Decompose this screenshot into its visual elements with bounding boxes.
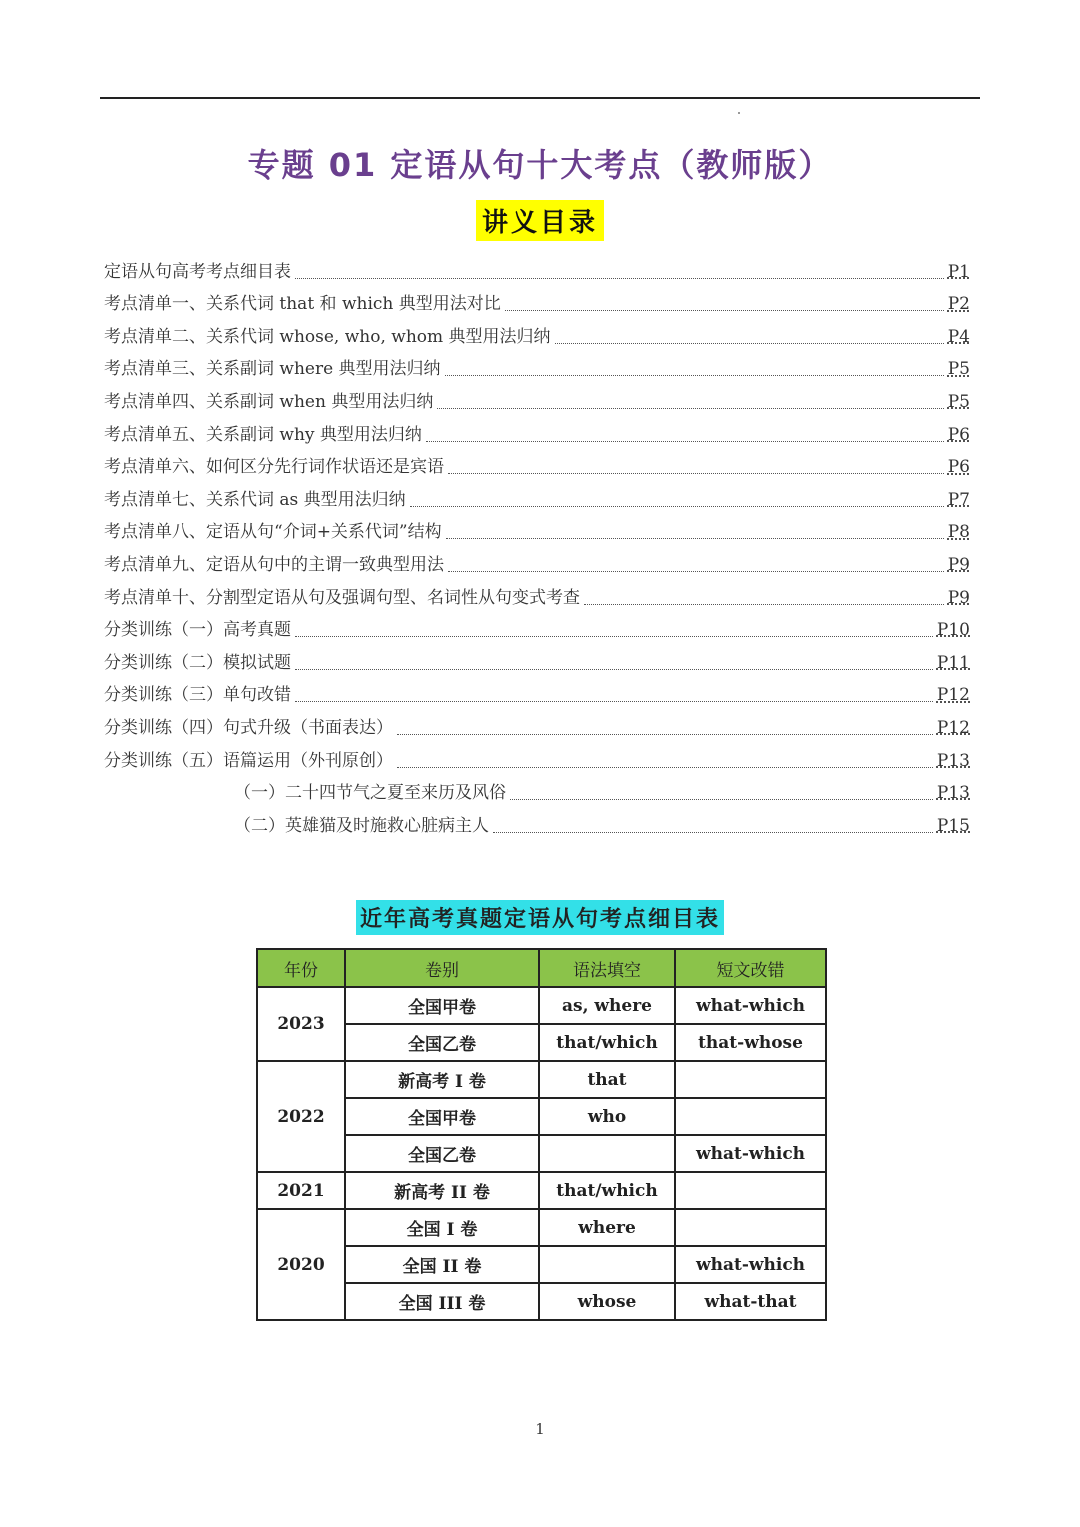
toc-entry[interactable]: 考点清单七、关系代词 as 典型用法归纳 P7 — [104, 489, 970, 510]
fill-cell — [539, 1246, 675, 1283]
paper-cell: 全国甲卷 — [345, 987, 539, 1024]
leader-dots — [584, 603, 944, 605]
toc-page-number: P5 — [947, 359, 970, 380]
correction-cell: what-which — [675, 987, 826, 1024]
correction-cell: what-which — [675, 1246, 826, 1283]
leader-dots — [448, 472, 944, 474]
scan-speck — [738, 112, 740, 114]
year-cell: 2021 — [257, 1172, 345, 1209]
leader-dots — [437, 407, 943, 409]
fill-cell: that/which — [539, 1024, 675, 1061]
toc-page-number: P12 — [936, 685, 970, 706]
toc-page-number: P13 — [936, 783, 970, 804]
fill-cell: as, where — [539, 987, 675, 1024]
subtitle-wrap — [0, 200, 1080, 241]
leader-dots — [295, 700, 933, 702]
toc-page-number: P1 — [947, 261, 970, 282]
paper-cell: 全国 II 卷 — [345, 1246, 539, 1283]
top-rule — [100, 97, 980, 99]
toc-page-number: P4 — [947, 326, 970, 347]
toc-entry[interactable]: 考点清单六、如何区分先行词作状语还是宾语 P6 — [104, 457, 970, 478]
correction-cell: what-which — [675, 1135, 826, 1172]
toc-page-number: P9 — [947, 587, 970, 608]
toc-entry[interactable]: 分类训练（五）语篇运用（外刊原创） P13 — [104, 750, 970, 771]
correction-cell — [675, 1209, 826, 1246]
table-row — [257, 1061, 826, 1098]
leader-dots — [510, 798, 933, 800]
fill-cell — [539, 1135, 675, 1172]
toc-page-number: P11 — [936, 652, 970, 673]
correction-cell — [675, 1061, 826, 1098]
table-row — [257, 1209, 826, 1246]
toc-entry[interactable]: 考点清单九、定语从句中的主谓一致典型用法 P9 — [104, 554, 970, 575]
leader-dots — [397, 733, 933, 735]
year-cell: 2020 — [257, 1209, 345, 1320]
toc-page-number: P5 — [947, 391, 970, 412]
paper-cell: 新高考 II 卷 — [345, 1172, 539, 1209]
toc-page-number: P7 — [947, 489, 970, 510]
leader-dots — [295, 668, 933, 670]
header-year: 年份 — [257, 949, 345, 987]
table-of-contents — [104, 250, 970, 837]
table-row — [257, 1172, 826, 1209]
year-cell: 2022 — [257, 1061, 345, 1172]
leader-dots — [397, 766, 933, 768]
toc-page-number: P12 — [936, 717, 970, 738]
toc-page-number: P8 — [947, 522, 970, 543]
toc-page-number: P15 — [936, 815, 970, 836]
correction-cell: what-that — [675, 1283, 826, 1320]
paper-cell: 全国乙卷 — [345, 1135, 539, 1172]
leader-dots — [410, 505, 944, 507]
toc-entry[interactable]: 考点清单三、关系副词 where 典型用法归纳 P5 — [104, 359, 970, 380]
year-cell: 2023 — [257, 987, 345, 1061]
leader-dots — [295, 635, 933, 637]
table-row — [257, 987, 826, 1024]
toc-entry[interactable]: 分类训练（一）高考真题 P10 — [104, 620, 970, 641]
toc-entry[interactable]: 考点清单二、关系代词 whose, who, whom 典型用法归纳 P4 — [104, 326, 970, 347]
toc-entry[interactable]: 考点清单十、分割型定语从句及强调句型、名词性从句变式考查 P9 — [104, 587, 970, 608]
toc-page-number: P9 — [947, 554, 970, 575]
toc-entry[interactable]: 考点清单四、关系副词 when 典型用法归纳 P5 — [104, 391, 970, 412]
paper-cell: 全国 III 卷 — [345, 1283, 539, 1320]
toc-entry[interactable]: 分类训练（三）单句改错 P12 — [104, 685, 970, 706]
toc-subentry[interactable]: （一）二十四节气之夏至来历及风俗 P13 — [234, 783, 970, 804]
fill-cell: where — [539, 1209, 675, 1246]
toc-page-number: P13 — [936, 750, 970, 771]
toc-page-number: P2 — [947, 294, 970, 315]
leader-dots — [445, 374, 944, 376]
toc-entry[interactable]: 考点清单一、关系代词 that 和 which 典型用法对比 P2 — [104, 294, 970, 315]
toc-heading: 讲义目录 — [476, 200, 604, 241]
leader-dots — [446, 537, 944, 539]
paper-cell: 全国 I 卷 — [345, 1209, 539, 1246]
fill-cell: whose — [539, 1283, 675, 1320]
toc-subentry[interactable]: （二）英雄猫及时施救心脏病主人 P15 — [234, 815, 970, 836]
table-title: 近年高考真题定语从句考点细目表 — [356, 900, 724, 935]
paper-cell: 全国甲卷 — [345, 1098, 539, 1135]
header-error-correction: 短文改错 — [675, 949, 826, 987]
page-number: 1 — [535, 1420, 545, 1438]
toc-entry[interactable]: 分类训练（四）句式升级（书面表达） P12 — [104, 717, 970, 738]
toc-entry[interactable]: 考点清单八、定语从句“介词+关系代词”结构 P8 — [104, 522, 970, 543]
toc-entry[interactable]: 分类训练（二）模拟试题 P11 — [104, 652, 970, 673]
paper-cell: 全国乙卷 — [345, 1024, 539, 1061]
toc-entry[interactable]: 考点清单五、关系副词 why 典型用法归纳 P6 — [104, 424, 970, 445]
toc-page-number: P10 — [936, 620, 970, 641]
correction-cell: that-whose — [675, 1024, 826, 1061]
leader-dots — [505, 309, 944, 311]
fill-cell: that/which — [539, 1172, 675, 1209]
page-title: 专题 01 定语从句十大考点（教师版） — [247, 146, 833, 184]
table-title-wrap — [0, 900, 1080, 935]
table-header-row — [257, 949, 826, 987]
fill-cell: who — [539, 1098, 675, 1135]
toc-page-number: P6 — [947, 424, 970, 445]
leader-dots — [555, 342, 944, 344]
leader-dots — [426, 440, 944, 442]
header-grammar-fill: 语法填空 — [539, 949, 675, 987]
paper-cell: 新高考 I 卷 — [345, 1061, 539, 1098]
toc-entry[interactable]: 定语从句高考考点细目表 P1 — [104, 261, 970, 282]
toc-page-number: P6 — [947, 457, 970, 478]
leader-dots — [295, 277, 944, 279]
leader-dots — [448, 570, 944, 572]
header-paper: 卷别 — [345, 949, 539, 987]
correction-cell — [675, 1172, 826, 1209]
exam-points-table — [256, 948, 827, 1321]
fill-cell: that — [539, 1061, 675, 1098]
leader-dots — [493, 831, 933, 833]
correction-cell — [675, 1098, 826, 1135]
